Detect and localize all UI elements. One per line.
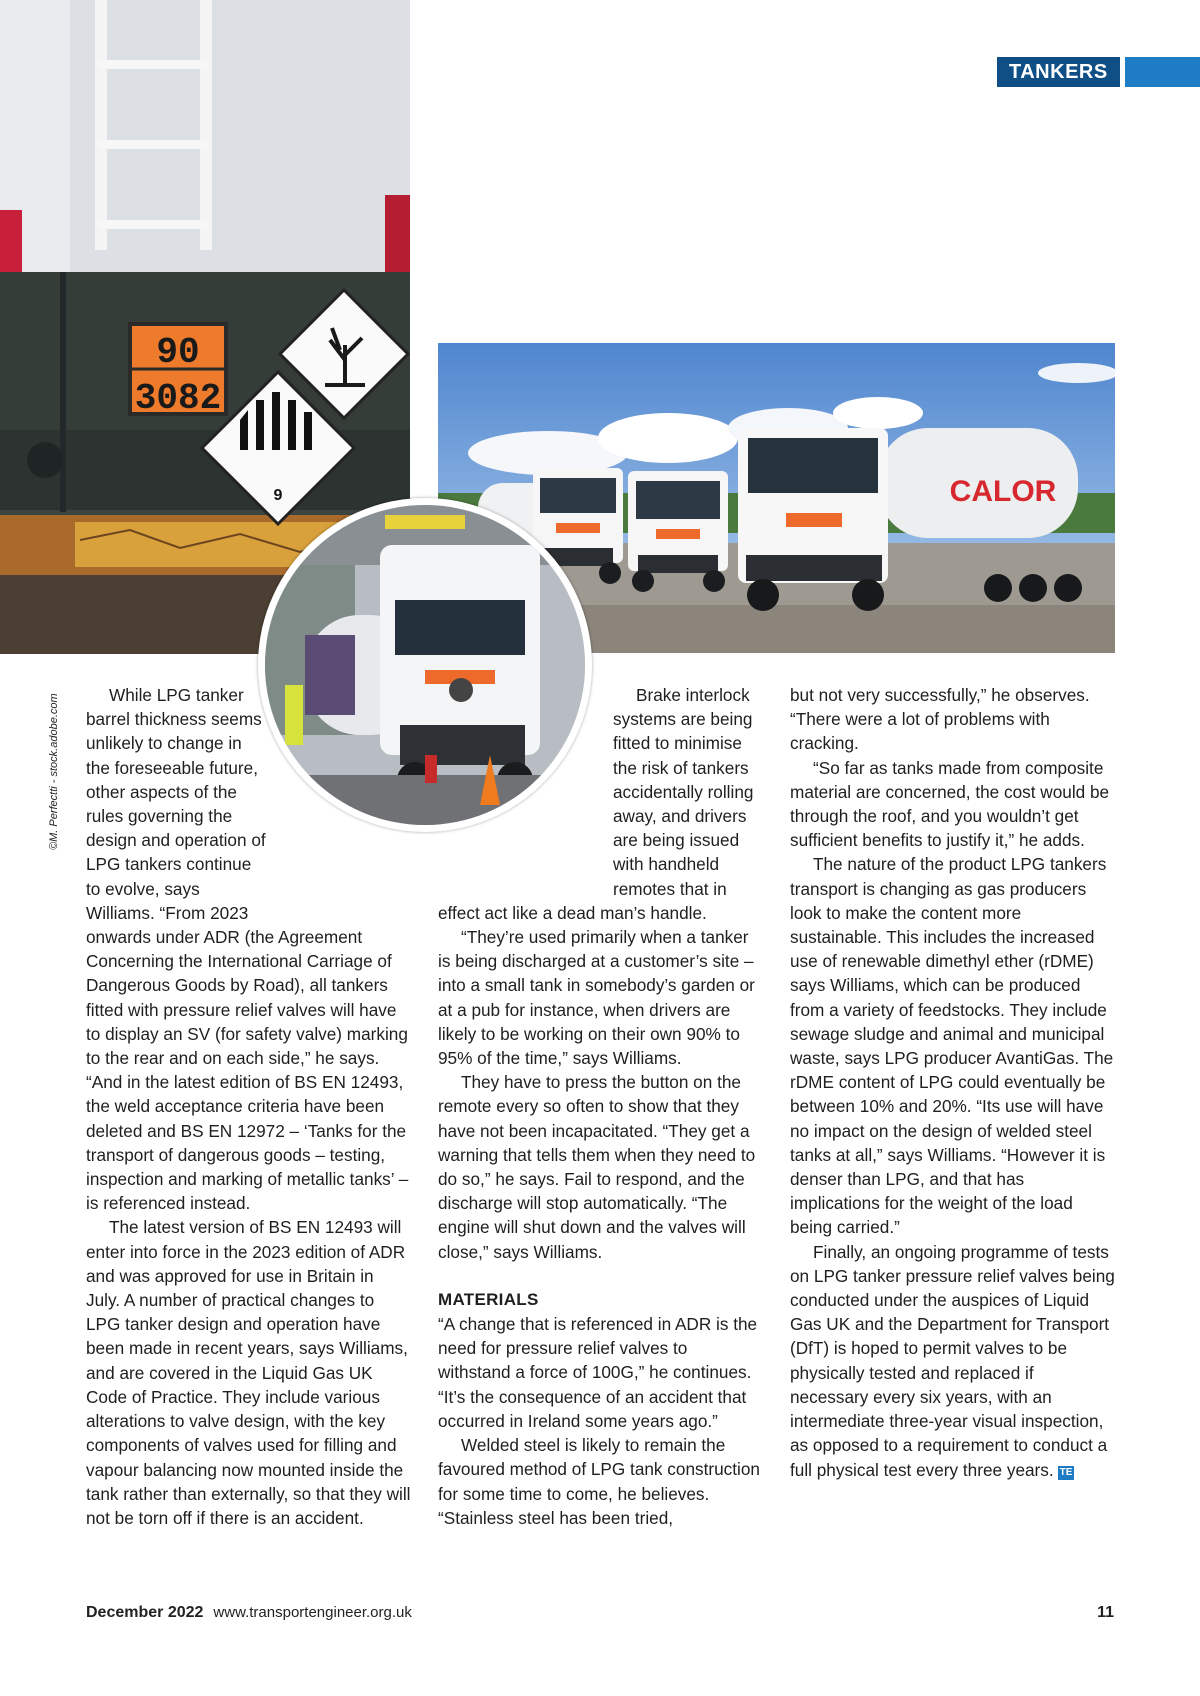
article-column-2	[438, 683, 764, 1530]
page-footer	[86, 1604, 1114, 1628]
article-paragraph: Brake interlock systems are being fitted to minimise the risk of tankers accidentally rolling away, and drivers are being issued with handheld remotes that in effect act like a dead man’s handle.	[438, 685, 754, 923]
un-number: 3082	[134, 378, 222, 419]
article-paragraph: but not very successfully,” he observes. “There were a lot of problems with cracking.	[790, 685, 1090, 754]
article-paragraph-final	[790, 1240, 1116, 1482]
article-paragraph: The latest version of BS EN 12493 will enter into force in the 2023 edition of ADR and was approved for use in Britain in July. A number of practical changes to LPG tanker design and operation have been made in recent years, says Williams, and are covered in the Liquid Gas UK Code of Practice. They include various alterations to valve design, with the key components of valves used for filling and vapour balancing now mounted inside the tank rather than externally, so that they will not be torn off if there is an accident.	[86, 1217, 411, 1528]
article-paragraph: Welded steel is likely to remain the favoured method of LPG tank construction for some time to come, he believes. “Stainless steel has been tried,	[438, 1435, 760, 1528]
footer-website-link[interactable]: www.transportengineer.org.uk	[213, 1604, 412, 1621]
section-tag	[997, 57, 1200, 87]
article-paragraph-text: Finally, an ongoing programme of tests on LPG tanker pressure relief valves being conducted under the auspices of Liquid Gas UK and the Department for Transport (DfT) is hoped to permit valves to be physically tested and replaced if necessary every six years, with an intermediate three-year visual inspection, as opposed to a requirement to conduct a full physical test every three years.	[790, 1241, 1115, 1480]
article-paragraph: “They’re used primarily when a tanker is being discharged at a customer’s site – into a small tank in somebody’s garden or at a pub for instance, when drivers are likely to be working on their own 90% to 95% of the time,” says Williams.	[438, 927, 755, 1069]
article-paragraph: They have to press the button on the remote every so often to show that they have not been incapacitated. “They get a warning that tells them when they need to do so,” he says. Fail to respond, and the discharge will stop automatically. “The engine will shut down and the valves will close,” says Williams.	[438, 1072, 756, 1262]
fleet-brand-logo: CALOR	[949, 475, 1057, 508]
article-paragraph: “So far as tanks made from composite material are concerned, the cost would be through the roof, and you wouldn’t get sufficient benefits to justify it,” he adds.	[790, 757, 1110, 851]
section-tag-bar	[1125, 57, 1200, 87]
subheading-materials: MATERIALS	[438, 1289, 539, 1309]
article-paragraph: “A change that is referenced in ADR is the need for pressure relief valves to withstand a force of 100G,” he continues. “It’s the consequence of an accident that occurred in Ireland some years ago.”	[438, 1314, 758, 1431]
photo-credit: ©M. Perfectti - stock.adobe.com	[48, 693, 60, 850]
hazard-class-number: 9	[273, 487, 283, 504]
article-paragraph: While LPG tanker barrel thickness seems unlikely to change in the foreseeable future, other aspects of the rules governing the design and operation of LPG tankers continue to evolve, says Williams. “From 2023 onwards under ADR (the Agreement Concerning the International Carriage of Dangerous Goods by Road), all tankers fitted with pressure relief valves will have to display an SV (for safety valve) marking to the rear and on each side,” he says. “And in the latest edition of BS EN 12493, the weld acceptance criteria have been deleted and BS EN 12972 – ‘Tanks for the transport of dangerous goods – testing, inspection and marking of metallic tanks’ – is referenced instead.	[86, 685, 409, 1214]
article-paragraph: The nature of the product LPG tankers transport is changing as gas producers look to make the content more sustainable. This includes the increased use of renewable dimethyl ether (rDME) says Williams, which can be produced from a variety of feedstocks. They include sewage sludge and animal and municipal waste, says LPG producer AvantiGas. The rDME content of LPG could eventually be between 10% and 20%. “Its use will have no impact on the design of welded steel tanks at all,” says Williams. “However it is denser than LPG, and that has implications for the weight of the load being carried.”	[790, 854, 1114, 1238]
hazard-code: 90	[156, 332, 200, 373]
article-column-1	[86, 683, 412, 1530]
footer-issue-date: December 2022	[86, 1604, 204, 1621]
end-of-article-mark: TE	[1059, 1466, 1073, 1478]
article-column-3	[790, 683, 1116, 1482]
inset-photo-wrap-space	[418, 683, 613, 893]
section-label: TANKERS	[997, 57, 1120, 87]
inset-photo-wrap-space	[252, 683, 412, 913]
page-number: 11	[1097, 1604, 1114, 1621]
